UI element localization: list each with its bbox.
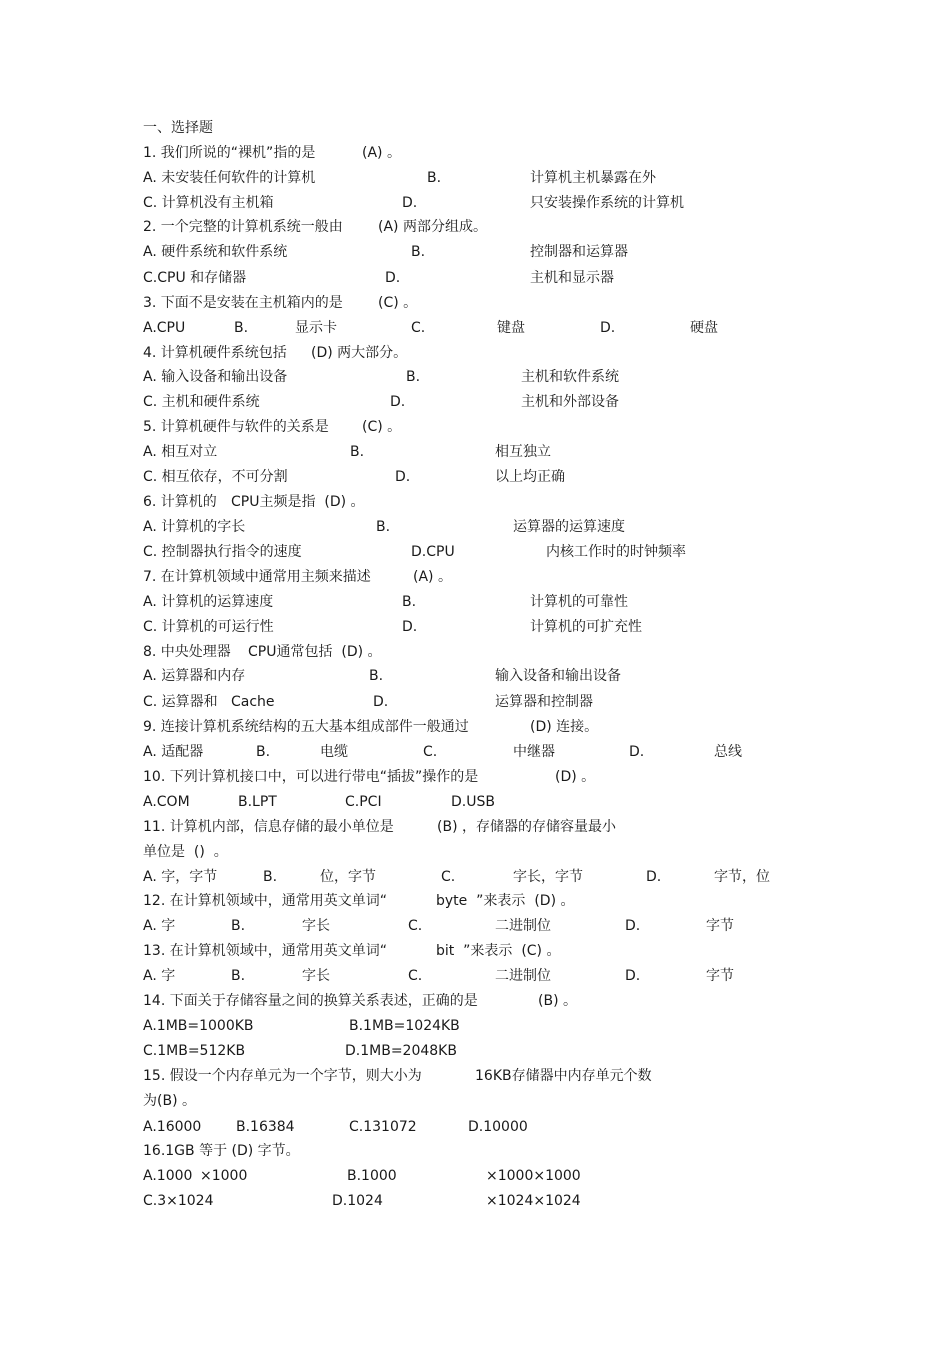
text-line (0, 691, 950, 713)
line-text-segment: 总线 (714, 744, 742, 760)
line-text: A. 计算机的字长 (143, 519, 246, 535)
line-text-segment: D.1MB=2048KB (345, 1043, 457, 1059)
line-text-segment: 只安装操作系统的计算机 (530, 195, 684, 211)
text-line (0, 616, 950, 638)
line-text-segment: 二进制位 (495, 918, 551, 934)
line-text-segment: 运算器和控制器 (495, 694, 593, 710)
line-text-segment: 相互独立 (495, 444, 551, 460)
line-text: A. 相互对立 (143, 444, 218, 460)
text-line (0, 1165, 950, 1187)
line-text: A.COM (143, 794, 190, 810)
line-text-segment: B. (376, 519, 391, 535)
line-text: A. 适配器 (143, 744, 204, 760)
line-text-segment: 计算机的可靠性 (530, 594, 628, 610)
line-text-segment: B. (427, 170, 442, 186)
line-text-segment: D.1024 (332, 1193, 383, 1209)
text-line (0, 665, 950, 687)
line-text-segment: 电缆 (320, 744, 348, 760)
line-text-segment: B. (231, 968, 246, 984)
line-text-segment: (A) 两部分组成。 (378, 219, 487, 235)
line-text-segment: D. (625, 968, 641, 984)
text-line (0, 192, 950, 214)
text-line (0, 940, 950, 962)
text-line (0, 1040, 950, 1062)
line-text: 4. 计算机硬件系统包括 (143, 345, 287, 361)
text-line (0, 216, 950, 238)
line-text-segment: 中继器 (513, 744, 555, 760)
line-text-segment: 字节 (706, 918, 734, 934)
line-text-segment: bit ”来表示 (C) 。 (436, 943, 561, 959)
line-text-segment: B. (406, 369, 421, 385)
line-text-segment: C.PCI (345, 794, 382, 810)
line-text: 9. 连接计算机系统结构的五大基本组成部件一般通过 (143, 719, 469, 735)
text-line (0, 1090, 950, 1112)
line-text: 为(B) 。 (143, 1093, 196, 1109)
line-text-segment: C. (408, 918, 423, 934)
line-text-segment: D.CPU (411, 544, 455, 560)
line-text-segment: byte ”来表示 (D) 。 (436, 893, 575, 909)
line-text-segment: (A) 。 (413, 569, 452, 585)
line-text: 单位是 () 。 (143, 844, 228, 860)
line-text: A.CPU (143, 320, 186, 336)
line-text-segment: (B) ，存储器的存储容量最小 (437, 819, 616, 835)
line-text-segment: 输入设备和输出设备 (495, 668, 621, 684)
line-text-segment: B.1000 (347, 1168, 397, 1184)
line-text-segment: D. (395, 469, 411, 485)
line-text-segment: 二进制位 (495, 968, 551, 984)
line-text-segment: (D) 连接。 (530, 719, 599, 735)
line-text: C.1MB=512KB (143, 1043, 246, 1059)
line-text-segment: (C) 。 (378, 295, 418, 311)
text-line (0, 1190, 950, 1212)
line-text-segment: B. (350, 444, 365, 460)
line-text-segment: 字长 (302, 968, 330, 984)
text-line (0, 866, 950, 888)
line-text-segment: 运算器的运算速度 (513, 519, 625, 535)
line-text-segment: 字节，位 (714, 869, 770, 885)
text-line (0, 292, 950, 314)
text-line (0, 741, 950, 763)
line-text-segment: CPU主频是指 (D) 。 (231, 494, 365, 510)
line-text-segment: 计算机的可扩充性 (530, 619, 642, 635)
line-text-segment: B. (402, 594, 417, 610)
text-line (0, 591, 950, 613)
text-line (0, 416, 950, 438)
text-line (0, 391, 950, 413)
line-text-segment: C. (423, 744, 438, 760)
text-line (0, 441, 950, 463)
line-text: 6. 计算机的 (143, 494, 217, 510)
line-text: 11. 计算机内部，信息存储的最小单位是 (143, 819, 394, 835)
line-text: 12. 在计算机领域中，通常用英文单词“ (143, 893, 387, 909)
line-text-segment: B. (263, 869, 278, 885)
line-text-segment: (D) 两大部分。 (311, 345, 408, 361)
text-line (0, 716, 950, 738)
text-line (0, 766, 950, 788)
line-text-segment: C. (411, 320, 426, 336)
line-text-segment: 硬盘 (690, 320, 718, 336)
line-text: 8. 中央处理器 (143, 644, 231, 660)
line-text: A.16000 (143, 1119, 202, 1135)
line-text-segment: 位，字节 (320, 869, 376, 885)
text-line (0, 990, 950, 1012)
line-text: C. 运算器和 (143, 694, 218, 710)
line-text-segment: 键盘 (497, 320, 525, 336)
line-text-segment: Cache (231, 694, 275, 710)
line-text: 5. 计算机硬件与软件的关系是 (143, 419, 329, 435)
line-text: A. 字 (143, 968, 176, 984)
line-text: A.1MB=1000KB (143, 1018, 254, 1034)
line-text: 2. 一个完整的计算机系统一般由 (143, 219, 343, 235)
line-text: A. 未安装任何软件的计算机 (143, 170, 316, 186)
line-text-segment: ×1024×1024 (486, 1193, 581, 1209)
text-line (0, 366, 950, 388)
line-text: 7. 在计算机领域中通常用主频来描述 (143, 569, 371, 585)
text-line (0, 317, 950, 339)
line-text: 3. 下面不是安装在主机箱内的是 (143, 295, 343, 311)
line-text-segment: C. (408, 968, 423, 984)
line-text-segment: B. (256, 744, 271, 760)
line-text-segment: 内核工作时的时钟频率 (546, 544, 686, 560)
text-line (0, 841, 950, 863)
line-text: C. 相互依存，不可分割 (143, 469, 288, 485)
line-text-segment: (A) 。 (362, 145, 401, 161)
line-text: 15. 假设一个内存单元为一个字节，则大小为 (143, 1068, 422, 1084)
text-line (0, 1116, 950, 1138)
line-text-segment: ×1000×1000 (486, 1168, 581, 1184)
line-text-segment: B.1MB=1024KB (349, 1018, 460, 1034)
line-text: 一、选择题 (143, 120, 213, 136)
text-line (0, 491, 950, 513)
line-text: C. 主机和硬件系统 (143, 394, 260, 410)
line-text-segment: B.LPT (238, 794, 277, 810)
line-text-segment: 显示卡 (295, 320, 337, 336)
line-text-segment: D. (600, 320, 616, 336)
line-text: C.CPU 和存储器 (143, 270, 247, 286)
line-text: C. 控制器执行指令的速度 (143, 544, 302, 560)
line-text-segment: 主机和显示器 (530, 270, 614, 286)
line-text: 14. 下面关于存储容量之间的换算关系表述，正确的是 (143, 993, 478, 1009)
line-text: 10. 下列计算机接口中，可以进行带电“插拔”操作的是 (143, 769, 479, 785)
line-text-segment: B. (231, 918, 246, 934)
line-text-segment: D. (402, 619, 418, 635)
text-line (0, 791, 950, 813)
line-text-segment: 主机和外部设备 (521, 394, 619, 410)
line-text-segment: (D) 。 (555, 769, 596, 785)
text-line (0, 142, 950, 164)
text-line (0, 516, 950, 538)
line-text: A. 运算器和内存 (143, 668, 246, 684)
line-text: 16.1GB 等于 (D) 字节。 (143, 1143, 300, 1159)
line-text: C. 计算机没有主机箱 (143, 195, 274, 211)
text-line (0, 566, 950, 588)
line-text: A. 字 (143, 918, 176, 934)
line-text: 1. 我们所说的“裸机”指的是 (143, 145, 316, 161)
line-text-segment: B. (411, 244, 426, 260)
line-text-segment: 字长 (302, 918, 330, 934)
line-text-segment: 控制器和运算器 (530, 244, 628, 260)
line-text-segment: CPU通常包括 (D) 。 (248, 644, 382, 660)
line-text: A. 计算机的运算速度 (143, 594, 274, 610)
line-text-segment: D. (373, 694, 389, 710)
line-text-segment: D. (625, 918, 641, 934)
line-text-segment: 计算机主机暴露在外 (530, 170, 656, 186)
text-line (0, 466, 950, 488)
line-text-segment: 主机和软件系统 (521, 369, 619, 385)
text-line (0, 342, 950, 364)
text-line (0, 915, 950, 937)
line-text-segment: D. (402, 195, 418, 211)
text-line (0, 167, 950, 189)
line-text-segment: D.USB (451, 794, 495, 810)
line-text-segment: 字长，字节 (513, 869, 583, 885)
line-text: A. 输入设备和输出设备 (143, 369, 288, 385)
line-text-segment: (B) 。 (538, 993, 577, 1009)
text-line (0, 1015, 950, 1037)
line-text: 13. 在计算机领域中，通常用英文单词“ (143, 943, 387, 959)
line-text-segment: D. (385, 270, 401, 286)
line-text-segment: 16KB存储器中内存单元个数 (475, 1068, 652, 1084)
line-text-segment: 字节 (706, 968, 734, 984)
line-text: C.3×1024 (143, 1193, 214, 1209)
line-text-segment: C. (441, 869, 456, 885)
line-text-segment: B. (234, 320, 249, 336)
text-line (0, 1065, 950, 1087)
line-text-segment: 以上均正确 (495, 469, 565, 485)
text-line (0, 267, 950, 289)
line-text-segment: D. (390, 394, 406, 410)
text-line (0, 890, 950, 912)
text-line (0, 1140, 950, 1162)
line-text-segment: (C) 。 (362, 419, 402, 435)
text-line (0, 965, 950, 987)
line-text-segment: ×1000 (200, 1168, 248, 1184)
line-text-segment: D. (629, 744, 645, 760)
line-text-segment: C.131072 (349, 1119, 417, 1135)
text-line (0, 816, 950, 838)
line-text: A. 字，字节 (143, 869, 218, 885)
section-heading (0, 117, 950, 139)
line-text-segment: B.16384 (236, 1119, 295, 1135)
line-text: A.1000 (143, 1168, 193, 1184)
line-text-segment: B. (369, 668, 384, 684)
line-text-segment: D.10000 (468, 1119, 528, 1135)
text-line (0, 641, 950, 663)
line-text-segment: D. (646, 869, 662, 885)
text-line (0, 241, 950, 263)
line-text: C. 计算机的可运行性 (143, 619, 274, 635)
text-line (0, 541, 950, 563)
line-text: A. 硬件系统和软件系统 (143, 244, 288, 260)
